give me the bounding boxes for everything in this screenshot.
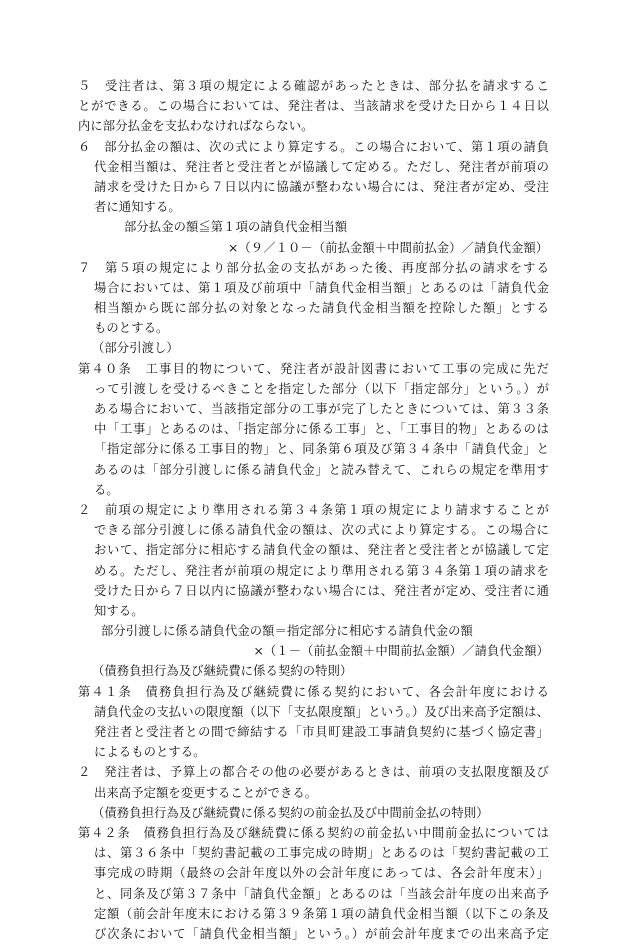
text-line: 場合においては、第１項及び前項中「請負代金相当額」とあるのは「請負代金 bbox=[94, 280, 549, 295]
text-line: 内に部分払金を支払わなければならない。 bbox=[78, 119, 314, 134]
text-line: おいて、指定部分に相応する請負代金の額は、発注者と受注者とが協議して定 bbox=[94, 543, 549, 558]
text-line: ２ 前項の規定により準用される第３４条第１項の規定により請求することが bbox=[78, 502, 549, 517]
text-line: び次条において「請負代金相当額」という。）が前会計年度までの出来高予定 bbox=[94, 926, 549, 941]
text-line: 発注者と受注者との間で締結する「市貝町建設工事請負契約に基づく協定書」 bbox=[94, 725, 549, 739]
text-line: 定額（前会計年度末における第３９条第１項の請負代金相当額（以下この条及 bbox=[94, 906, 549, 921]
text-line: 第４２条 債務負担行為及び継続費に係る契約の前金払い中間前金払については bbox=[78, 825, 549, 840]
text-line: は、第３６条中「契約書記載の工事完成の時期」とあるのは「契約書記載の工 bbox=[94, 846, 549, 861]
text-line: 部分払金の額≦第１項の請負代金相当額 bbox=[124, 220, 348, 235]
text-line: （債務負担行為及び継続費に係る契約の前金払及び中間前金払の特則） bbox=[92, 805, 489, 820]
text-line: 部分引渡しに係る請負代金の額＝指定部分に相応する請負代金の額 bbox=[101, 624, 473, 639]
text-line: によるものとする。 bbox=[94, 745, 206, 760]
text-line: ある場合において、当該指定部分の工事が完了したときについては、第３３条 bbox=[94, 402, 549, 416]
text-line: 代金相当額は、発注者と受注者とが協議して定める。ただし、発注者が前項の bbox=[94, 159, 549, 174]
text-line: 請負代金の支払いの限度額（以下「支払限度額」という。）及び出来高予定額は、 bbox=[94, 704, 549, 719]
text-line: ものとする。 bbox=[94, 321, 169, 336]
text-line: 請求を受けた日から７日以内に協議が整わない場合には、発注者が定め、受注 bbox=[94, 179, 549, 194]
text-line: って引渡しを受けるべきことを指定した部分（以下「指定部分」という。）が bbox=[94, 381, 549, 396]
text-line: 知する。 bbox=[94, 603, 144, 618]
text-line: とができる。この場合においては、発注者は、当該請求を受けた日から１４日以 bbox=[78, 99, 549, 114]
text-line: ５ 受注者は、第３項の規定による確認があったときは、部分払を請求するこ bbox=[78, 79, 549, 93]
text-line: 第４０条 工事目的物について、発注者が設計図書において工事の完成に先だ bbox=[78, 361, 549, 376]
text-line: ×（１－（前払金額＋中間前払金額）／請負代金額） bbox=[253, 644, 549, 659]
text-line: る。 bbox=[94, 482, 119, 497]
text-line: 中「工事」とあるのは、「指定部分に係る工事」と、「工事目的物」とあるのは bbox=[94, 422, 549, 437]
text-line: ２ 発注者は、予算上の都合その他の必要があるときは、前項の支払限度額及び bbox=[78, 765, 549, 780]
text-line: 事完成の時期（最終の会計年度以外の会計年度にあっては、各会計年度末）」 bbox=[94, 866, 549, 881]
text-line: 第４１条 債務負担行為及び継続費に係る契約において、各会計年度における bbox=[78, 684, 549, 699]
text-line: める。ただし、発注者が前項の規定により準用される第３４条第１項の請求を bbox=[94, 563, 549, 578]
text-line: できる部分引渡しに係る請負代金の額は、次の式により算定する。この場合に bbox=[94, 523, 549, 538]
text-line: ×（９／１０－（前払金額＋中間前払金）／請負代金額） bbox=[228, 240, 548, 255]
text-line: 者に通知する。 bbox=[94, 200, 181, 215]
text-line: 受けた日から７日以内に協議が整わない場合には、発注者が定め、受注者に通 bbox=[94, 583, 549, 598]
text-line: （債務負担行為及び継続費に係る契約の特則） bbox=[92, 664, 353, 679]
text-line: と、同条及び第３７条中「請負代金額」とあるのは「当該会計年度の出来高予 bbox=[94, 886, 549, 901]
text-line: 出来高予定額を変更することができる。 bbox=[94, 785, 318, 800]
text-line: （部分引渡し） bbox=[92, 341, 179, 356]
text-line: 「指定部分に係る工事目的物」と、同条第６項及び第３４条中「請負代金」と bbox=[94, 442, 549, 457]
text-line: ６ 部分払金の額は、次の式により算定する。この場合において、第１項の請負 bbox=[78, 139, 549, 154]
text-line: 相当額から既に部分払の対象となった請負代金相当額を控除した額」とする bbox=[94, 301, 549, 316]
text-line: あるのは「部分引渡しに係る請負代金」と読み替えて、これらの規定を準用す bbox=[94, 462, 549, 477]
text-line: ７ 第５項の規定により部分払金の支払があった後、再度部分払の請求をする bbox=[78, 260, 549, 275]
